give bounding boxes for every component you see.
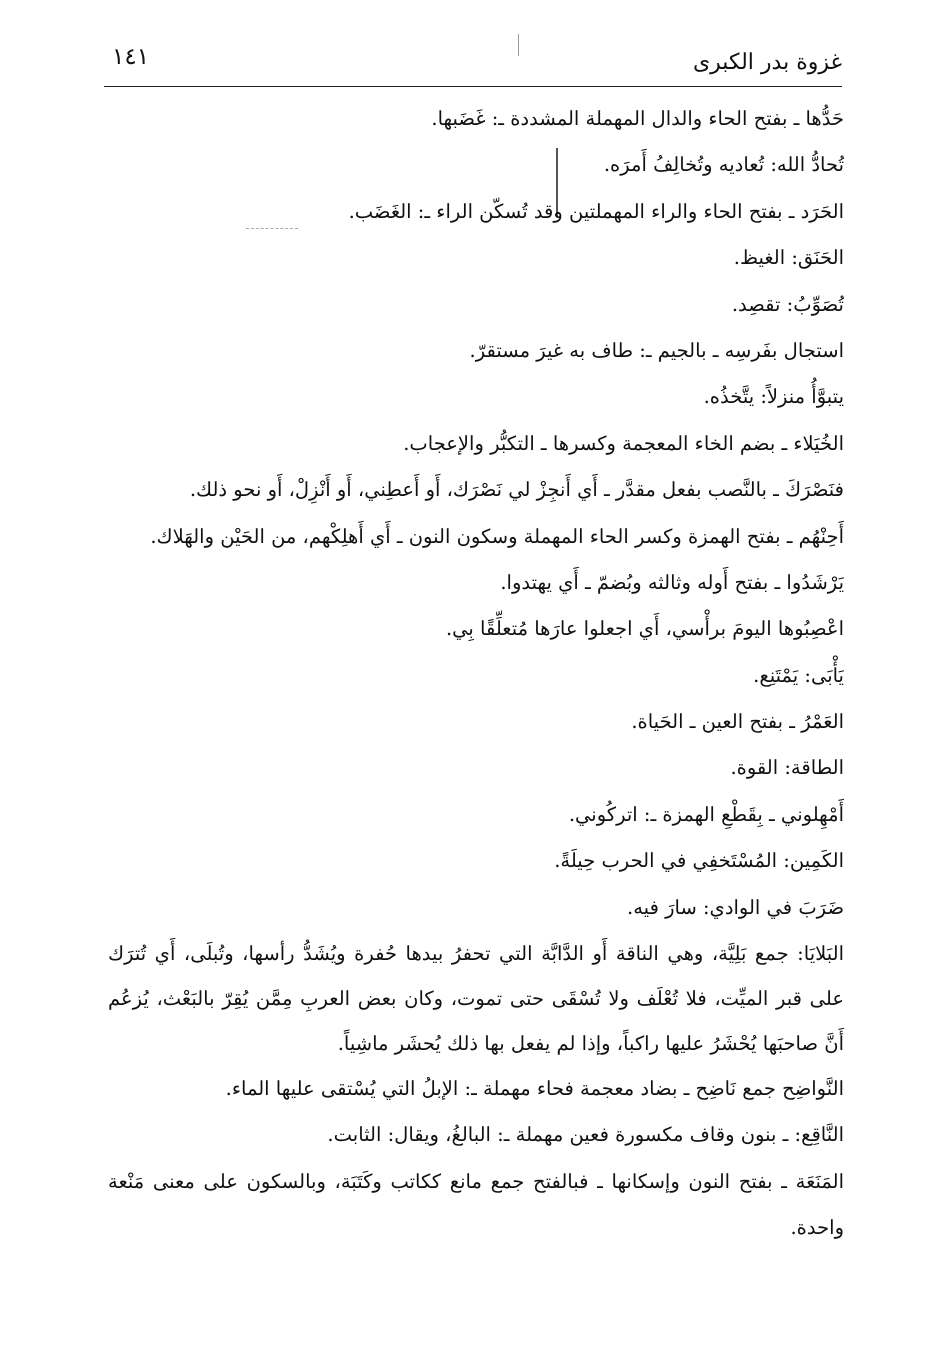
glossary-entry: اعْصِبُوها اليومَ برأْسي، أَي اجعلوا عارَها مُتعلِّقًا بِي.: [445, 617, 844, 641]
glossary-entry: يَأْبَى: يَمْتَنِع.: [753, 663, 844, 687]
glossary-entry: البَلايَا: جمع بَلِيَّة، وهي الناقة أَو الدَّابَّة التي تحفرُ بيدها حُفرة ويُشَدُّ رأسها، وتُبلَى، أَي تُترَك على قبر الميِّت، فلا تُعْلَف ولا تُسْقَى حتى تموت، وكان بعض العربِ مِمَّن يُقِرّ بالبَعْث، يُزعُم أَنَّ صاحبَها يُحْشَرُ عليها راكباً، وإذا لم يفعل بها ذلك يُحشَر ماشِياً.: [108, 942, 844, 1056]
chapter-title: غزوة بدر الكبرى: [692, 50, 842, 75]
pen-mark: [518, 34, 519, 56]
glossary-entry: العَمْرُ ـ بفتح العين ـ الحَياة.: [631, 710, 844, 734]
page-number: ١٤١: [112, 44, 150, 70]
glossary-body: [108, 96, 844, 1252]
running-header: [104, 40, 842, 80]
glossary-entry: الكَمِين: المُسْتَخفِي في الحرب حِيلَةً.: [554, 849, 844, 873]
glossary-entry: أَمْهِلوني ـ بِقَطْعِ الهمزة ـ: اتركُوني.: [568, 802, 844, 826]
glossary-entry: فنَصْرَكَ ـ بالنَّصب بفعل مقدَّر ـ أَي أَنجِزْ لي نَصْرَك، أَو أَعطِني، أَو أَنْزِلْ، أَو نحو ذلك.: [189, 478, 844, 502]
glossary-entry: تُحادُّ الله: تُعاديه وتُخالِفُ أَمرَه.: [603, 153, 844, 177]
glossary-entry: الطاقة: القوة.: [730, 756, 844, 780]
glossary-entry: حَدُّها ـ بفتح الحاء والدال المهملة المشددة ـ: غَضَبها.: [431, 107, 844, 130]
glossary-entry: يَرْشَدُوا ـ بفتح أَوله وثالثه وبُضمّ ـ أَي يهتدوا.: [500, 570, 844, 594]
glossary-entry: النَّاقِع: ـ بنون وقاف مكسورة فعين مهملة ـ: البالغُ، ويقال: الثابت.: [327, 1123, 844, 1147]
glossary-entry: تُصَوِّبُ: تقصِد.: [731, 292, 844, 316]
glossary-entry: ضَرَبَ في الوادي: سارَ فيه.: [627, 895, 844, 919]
glossary-entry: المَنَعَة ـ بفتح النون وإسكانها ـ فبالفتح جمع مانع ككاتب وكَتَبَة، وبالسكون على معنى مَنْعة واحدة.: [108, 1169, 844, 1240]
glossary-entry: الحَنَق: الغيظ.: [733, 246, 844, 270]
glossary-entry: استجال بفَرسِه ـ بالجيم ـ: طاف به غيرَ مستقرّ.: [469, 338, 844, 362]
header-rule: [104, 86, 842, 87]
glossary-entry: النَّواضِح جمع نَاضِح ـ بضاد معجمة فحاء مهملة ـ: الإبلُ التي يُسْتقى عليها الماء.: [225, 1077, 844, 1101]
glossary-entry: الحَرَد ـ بفتح الحاء والراء المهملتين وقد تُسكّن الراء ـ: الغَضَب.: [348, 199, 844, 223]
glossary-entry: الخُيَلاء ـ بضم الخاء المعجمة وكسرها ـ التكبُّر والإعجاب.: [403, 431, 844, 455]
glossary-entry: يتبوَّأُ منزلاً: يتَّخذُه.: [703, 385, 844, 409]
glossary-entry: أَحِنْهُم ـ بفتح الهمزة وكسر الحاء المهملة وسكون النون ـ أَي أَهلِكْهم، من الحَيْن والهَلاك.: [150, 524, 844, 548]
